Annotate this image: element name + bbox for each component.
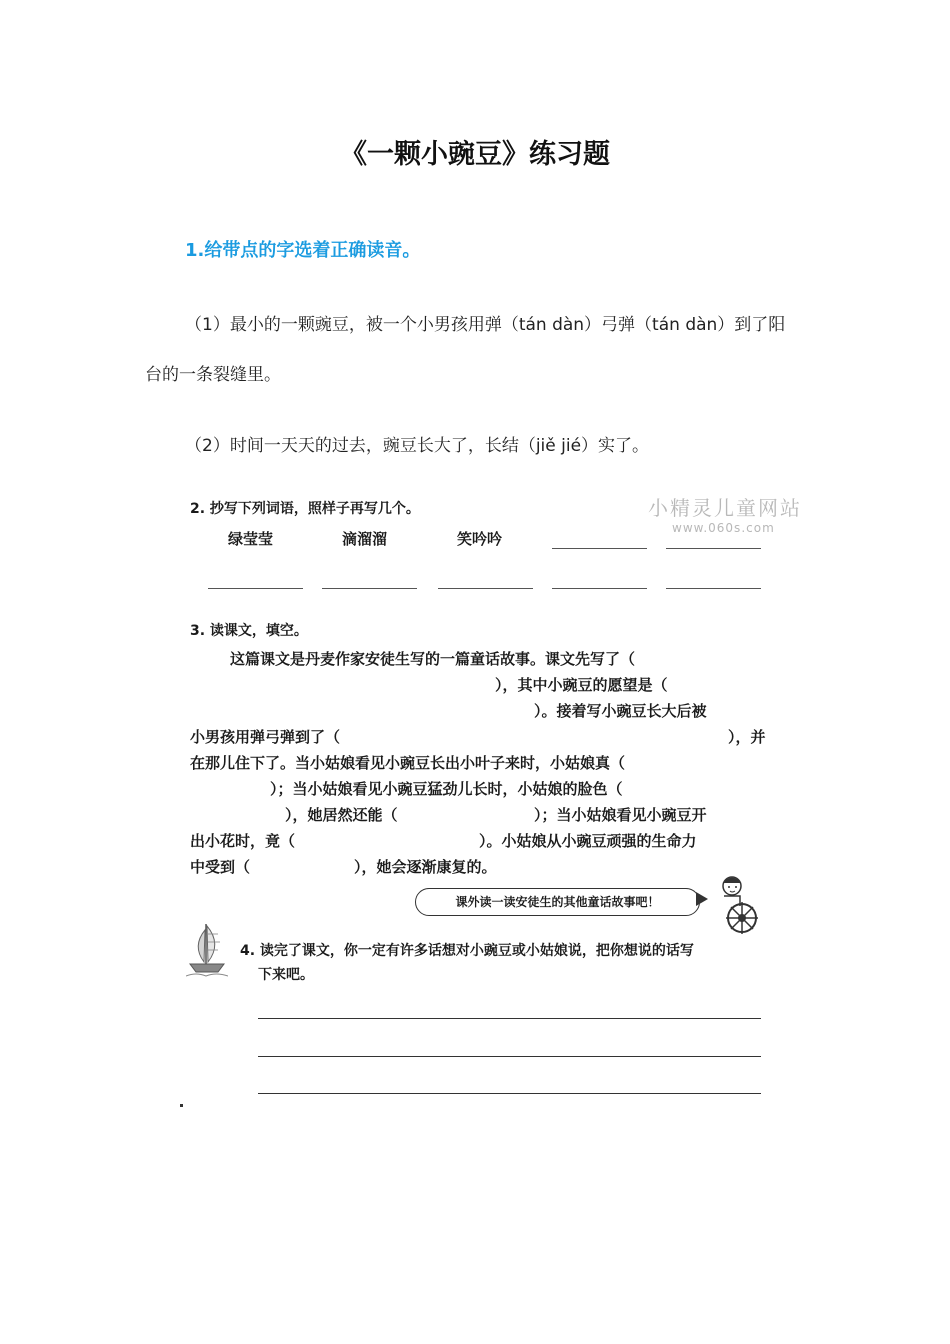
- fill-text-line: ）。接着写小豌豆长大后被: [534, 702, 707, 720]
- fill-text-line: 小男孩用弹弓弹到了（: [190, 728, 341, 746]
- exercise-4-line-2: 下来吧。: [258, 967, 314, 983]
- word-sample-3: 笑吟吟: [457, 530, 503, 548]
- fill-text-line: ），她会逐渐康复的。: [354, 858, 497, 876]
- word-blank[interactable]: [552, 588, 647, 589]
- fill-text-line: 在那儿住下了。当小姑娘看见小豌豆长出小叶子来时，小姑娘真（: [190, 754, 626, 772]
- word-blank[interactable]: [666, 548, 761, 549]
- fill-text-line: 这篇课文是丹麦作家安徒生写的一篇童话故事。课文先写了（: [230, 650, 636, 668]
- word-sample-1: 绿莹莹: [228, 530, 274, 548]
- word-blank[interactable]: [666, 588, 761, 589]
- page-title: 《一颗小豌豆》练习题: [340, 139, 610, 170]
- exercise-3-heading: 3. 读课文，填空。: [190, 623, 308, 639]
- watermark-site-name: 小精灵儿童网站: [648, 496, 802, 520]
- question-1-line-1: （1）最小的一颗豌豆，被一个小男孩用弹（tán dàn）弓弹（tán dàn）到了阳: [185, 315, 786, 335]
- answer-line[interactable]: [258, 1056, 761, 1057]
- sailboat-icon: [186, 920, 228, 978]
- scanned-worksheet: [172, 488, 802, 1118]
- fill-text-line: ）。小姑娘从小豌豆顽强的生命力: [479, 832, 697, 850]
- word-sample-2: 滴溜溜: [342, 530, 388, 548]
- answer-line[interactable]: [258, 1018, 761, 1019]
- watermark-url: www.060s.com: [672, 521, 775, 535]
- question-2-text: （2）时间一天天的过去，豌豆长大了，长结（jiě jié）实了。: [185, 436, 650, 456]
- scan-speck: [180, 1104, 183, 1107]
- word-blank[interactable]: [438, 588, 533, 589]
- fill-text-line: ）；当小姑娘看见小豌豆猛劲儿长时，小姑娘的脸色（: [270, 780, 623, 798]
- fill-text-line: 中受到（: [190, 858, 251, 876]
- fill-text-line: 出小花时，竟（: [190, 832, 296, 850]
- word-blank[interactable]: [552, 548, 647, 549]
- word-blank[interactable]: [322, 588, 417, 589]
- fill-text-line: ），并: [728, 728, 766, 746]
- word-blank[interactable]: [208, 588, 303, 589]
- answer-line[interactable]: [258, 1093, 761, 1094]
- sailor-boy-icon: [710, 872, 770, 938]
- section-1-heading: 1.给带点的字选着正确读音。: [185, 240, 421, 261]
- fill-text-line: ）；当小姑娘看见小豌豆开: [534, 806, 707, 824]
- exercise-4-line-1: 4. 读完了课文，你一定有许多话想对小豌豆或小姑娘说，把你想说的话写: [240, 943, 694, 959]
- speech-bubble-tail: [696, 892, 708, 906]
- fill-text-line: ），她居然还能（: [285, 806, 398, 824]
- question-1-line-2: 台的一条裂缝里。: [145, 365, 281, 385]
- speech-bubble: 课外读一读安徒生的其他童话故事吧！: [415, 888, 700, 916]
- fill-text-line: ），其中小豌豆的愿望是（: [495, 676, 668, 694]
- exercise-2-heading: 2. 抄写下列词语，照样子再写几个。: [190, 501, 420, 517]
